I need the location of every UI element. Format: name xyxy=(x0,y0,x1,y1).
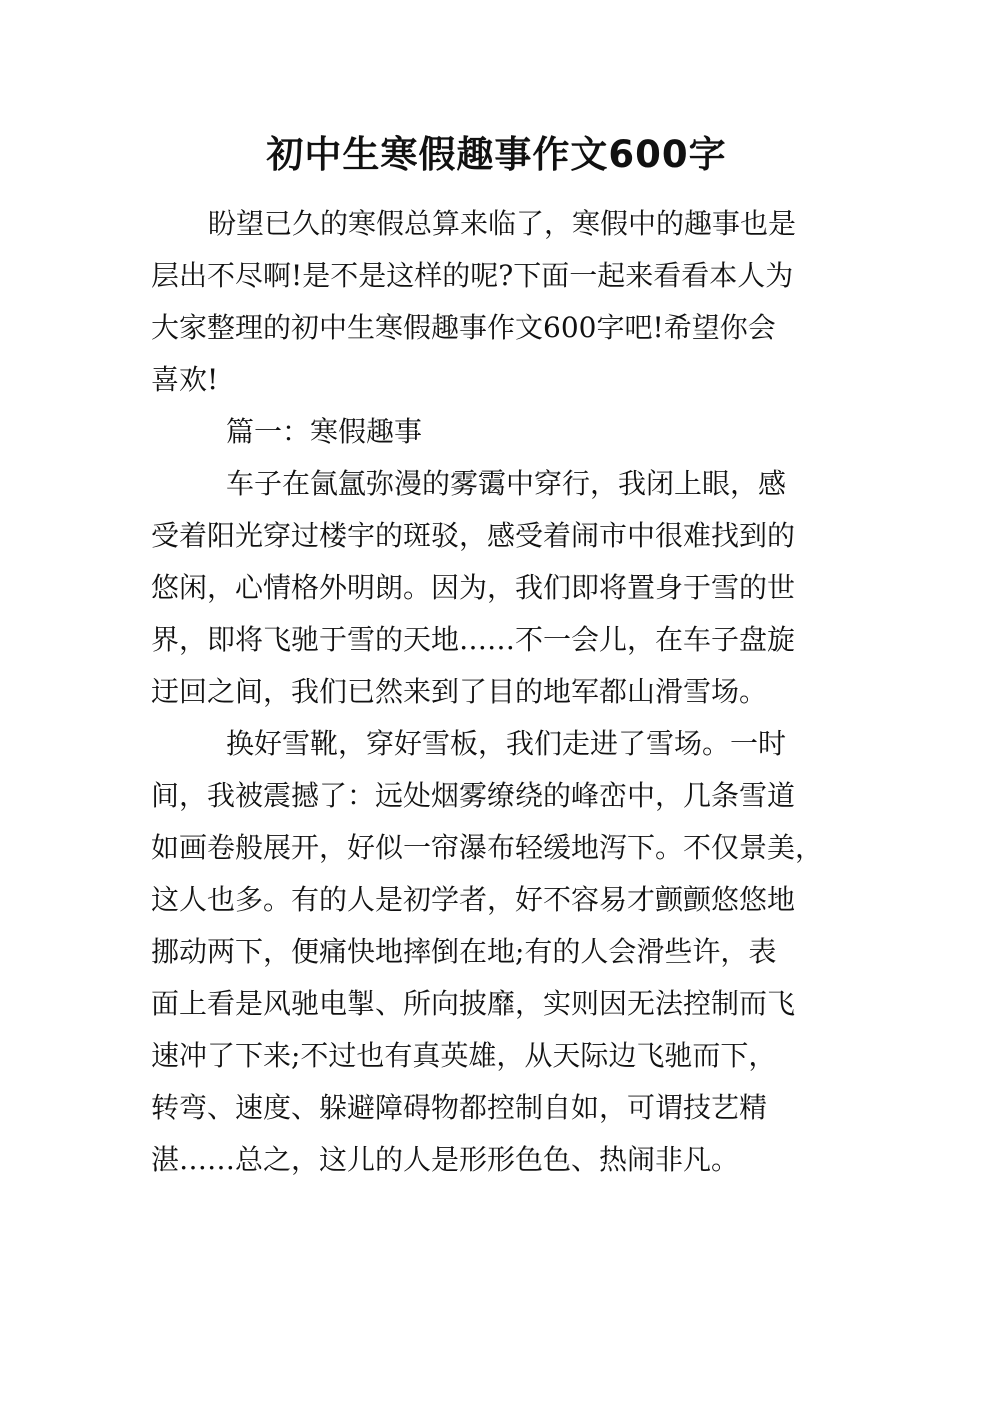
paragraph1-line-3: 悠闲，心情格外明朗。因为，我们即将置身于雪的世 xyxy=(151,571,796,604)
paragraph2-line-1: 换好雪靴，穿好雪板，我们走进了雪场。一时 xyxy=(226,727,787,760)
intro-line-4: 喜欢! xyxy=(151,363,219,396)
paragraph1-line-5: 迂回之间，我们已然来到了目的地军都山滑雪场。 xyxy=(151,675,768,708)
intro-line-1: 盼望已久的寒假总算来临了，寒假中的趣事也是 xyxy=(208,207,797,240)
intro-line-2: 层出不尽啊!是不是这样的呢?下面一起来看看本人为 xyxy=(151,259,794,292)
paragraph2-line-2: 间，我被震撼了：远处烟雾缭绕的峰峦中，几条雪道 xyxy=(151,779,796,812)
paragraph2-line-9: 湛……总之，这儿的人是形形色色、热闹非凡。 xyxy=(151,1143,740,1176)
section-heading: 篇一：寒假趣事 xyxy=(226,415,423,448)
document-title: 初中生寒假趣事作文600字 xyxy=(266,133,727,176)
paragraph2-line-7: 速冲了下来;不过也有真英雄，从天际边飞驰而下， xyxy=(151,1039,777,1072)
paragraph2-line-5: 挪动两下，便痛快地摔倒在地;有的人会滑些许，表 xyxy=(151,935,777,968)
paragraph1-line-4: 界，即将飞驰于雪的天地……不一会儿，在车子盘旋 xyxy=(151,623,796,656)
paragraph2-line-4: 这人也多。有的人是初学者，好不容易才颤颤悠悠地 xyxy=(151,883,796,916)
intro-line-3: 大家整理的初中生寒假趣事作文600字吧!希望你会 xyxy=(151,311,776,344)
paragraph2-line-6: 面上看是风驰电掣、所向披靡，实则因无法控制而飞 xyxy=(151,987,796,1020)
paragraph1-line-2: 受着阳光穿过楼宇的斑驳，感受着闹市中很难找到的 xyxy=(151,519,796,552)
paragraph2-line-8: 转弯、速度、躲避障碍物都控制自如，可谓技艺精 xyxy=(151,1091,768,1124)
paragraph1-line-1: 车子在氤氲弥漫的雾霭中穿行，我闭上眼，感 xyxy=(226,467,787,500)
paragraph2-line-3: 如画卷般展开，好似一帘瀑布轻缓地泻下。不仅景美， xyxy=(151,831,824,864)
